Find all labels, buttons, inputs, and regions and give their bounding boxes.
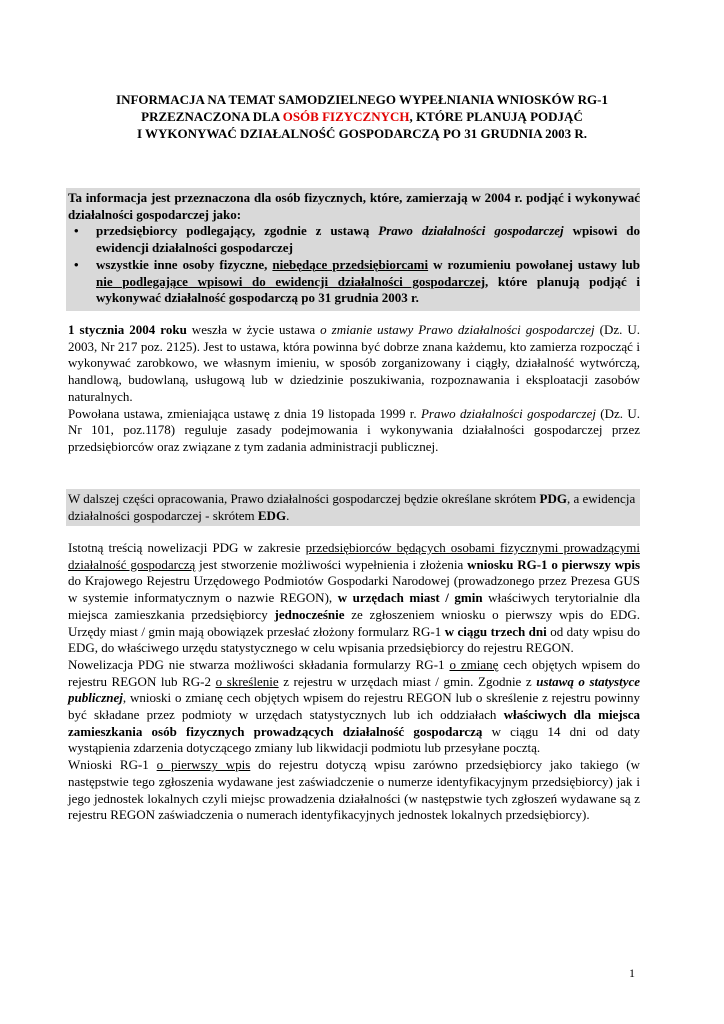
bullet-icon: • [74,256,79,272]
c1: Wnioski RG-1 [68,757,157,773]
c2: do rejestru dotyczą wpisu zarówno przedsiębiorcy jako takiego (w następstwie tego zgłoszenia wydawane jest zaświadczenie o numerze identyfikacyjnym przedsiębiorcy) jak i jego jednostek lokalnych czyli miejsc prowadzenia działalności (w następstwie tych zgłoszeń wydawane są z rejestru REGON zaświadczenia o numerach identyfikacyjnych jednostek lokalnych przedsiębiorcy). [68,757,640,823]
b4-bold: właściwych dla miejsca zamieszkania osób fizycznych prowadzących działalność gospodarczą [68,707,640,739]
a3: do Krajowego Rejestru Urzędowego Podmiotów Gospodarki Narodowej (prowadzonego przez Prezesa GUS w systemie informatycznym o nazwie REGON), [68,573,640,606]
bullet-2-underline-1: niebędące przedsiębiorcami [272,256,429,272]
paragraph-law-intro [68,322,640,456]
bullet-1-italic: Prawo działalności gospodarczej [378,223,564,239]
abbrev-edg: EDG [257,507,287,523]
b3: z rejestru w urzędach miast / gmin. Zgodnie z [278,673,537,689]
paragraph-law-intro-1 [68,322,640,406]
a1-underline: przedsiębiorców będących osobami fizycznymi prowadzącymi działalność gospodarczą [68,540,640,572]
b1-underline: o zmianę [449,656,499,672]
a3-bold: w urzędach miast / gmin [337,590,483,606]
bullet-2-text-start: wszystkie inne osoby fizyczne, [96,256,273,272]
b3-bold-italic: ustawą o statystyce publicznej [68,673,641,706]
a2-bold: wniosku RG-1 o pierwszy wpis [467,556,641,572]
abbrev-pdg: PDG [539,491,567,506]
b5: w ciągu 14 dni od daty wystąpienia zdarzenia dotyczącego zmiany lub likwidacji podmiotu lub przesyłane pocztą. [68,723,640,756]
para1-text-4: (Dz. U. Nr 101, poz.1178) reguluje zasady podejmowania i wykonywania działalności gospodarczej przez przedsiębiorców oraz związane z tym zadania administracji publicznej. [68,405,640,454]
abbrev-text-1: W dalszej części opracowania, Prawo działalności gospodarczej będzie określane skrótem [68,491,540,506]
bullet-icon: • [74,223,79,239]
amendment-paragraph-1 [68,540,640,657]
a5: ze zgłoszeniem wniosku o pierwszy wpis do EDG. Urzędy miast / gmin mają obowiązek przesłać złożony formularz RG-1 [68,606,641,639]
info-box-bullet-2 [68,257,640,307]
title-line-2-end: , KTÓRE PLANUJĄ PODJĄĆ [409,109,583,124]
bullet-1-text-end: wpisowi do ewidencji działalności gospodarczej [96,223,640,256]
para1-text-3: Powołana ustawa, zmieniająca ustawę z dnia 19 listopada 1999 r. [68,405,421,421]
amendment-paragraph-3 [68,757,640,824]
b2: cech objętych wpisem do rejestru REGON lub RG-2 [68,656,640,689]
c1-underline: o pierwszy wpis [156,757,251,773]
b1: Nowelizacja PDG nie stwarza możliwości składania formularzy RG-1 [68,656,450,672]
law-name-italic: o zmianie ustawy Prawo działalności gospodarczej [320,322,595,337]
a4-bold: jednocześnie [274,606,345,622]
para1-text-1: weszła w życie ustawa [186,322,321,337]
page-number: 1 [629,966,635,980]
a6: od daty wpisu do EDG, do właściwego urzędu statystycznego w celu wpisania przedsiębiorcy do rejestru REGON. [68,623,640,656]
bullet-2-text-mid: w rozumieniu powołanej ustawy lub [428,256,641,272]
title-line-2 [70,108,654,125]
para1-text-2: (Dz. U. 2003, Nr 217 poz. 2125). Jest to ustawa, która powinna być dobrze znana każdemu, kto zamierza rozpocząć i wykonywać zarobkowo, we własnym imieniu, w sposób zorganizowany i ciągły, działalność wytwórczą, handlową, budowlaną, usługową lub w dziedzinie poszukiwania, rozpoznawania i eksploatacji zasobów naturalnych. [68,322,641,404]
law-date: 1 stycznia 2004 roku [68,322,187,337]
a4: właściwych terytorialnie dla miejsca zamieszkania przedsiębiorcy [68,590,640,622]
bullet-1-text-start: przedsiębiorcy podlegający, zgodnie z ustawą [96,223,379,239]
info-box [68,190,640,307]
info-box-intro: Ta informacja jest przeznaczona dla osób fizycznych, które, zamierzają w 2004 r. podjąć i wykonywać działalności gospodarczej jako: [68,190,640,222]
abbrev-text-2: , a ewidencja działalności gospodarczej - skrótem [68,491,636,523]
bullet-2-text-end: , które planują podjąć i wykonywać działalność gospodarczą po 31 grudnia 2003 r. [96,273,640,306]
title-highlight: OSÓB FIZYCZNYCH [282,109,410,124]
abbrev-text-3: . [286,507,290,523]
title-line-3: I WYKONYWAĆ DZIAŁALNOŚĆ GOSPODARCZĄ PO 31 GRUDNIA 2003 R. [136,126,588,141]
paragraph-law-intro-2 [68,406,640,456]
a1: Istotną treścią nowelizacji PDG w zakresie [68,540,306,555]
paragraph-amendment [68,540,640,824]
b2-underline: o skreślenie [215,673,279,689]
b4: , wnioski o zmianę cech objętych wpisem do rejestru REGON lub o skreślenie z rejestru powinny być składane przez podmioty w urzędach statystycznych lub ich oddziałach [68,690,640,723]
bullet-2-underline-2: nie podlegające wpisowi do ewidencji działalności gospodarczej [96,273,486,289]
document-title [70,91,654,142]
law-name-italic-2: Prawo działalności gospodarczej [420,405,596,421]
a5-bold: w ciągu trzech dni [444,623,547,639]
title-line-1: INFORMACJA NA TEMAT SAMODZIELNEGO WYPEŁNIANIA WNIOSKÓW RG-1 [116,92,608,107]
info-box-bullet-1 [68,223,640,256]
abbrev-text [68,491,640,524]
title-line-2-start: PRZEZNACZONA DLA [141,109,283,124]
abbrev-box [68,491,640,524]
a2: jest stworzenie możliwości wypełnienia i złożenia [195,556,468,572]
info-box-list [68,223,640,307]
amendment-paragraph-2 [68,657,640,757]
